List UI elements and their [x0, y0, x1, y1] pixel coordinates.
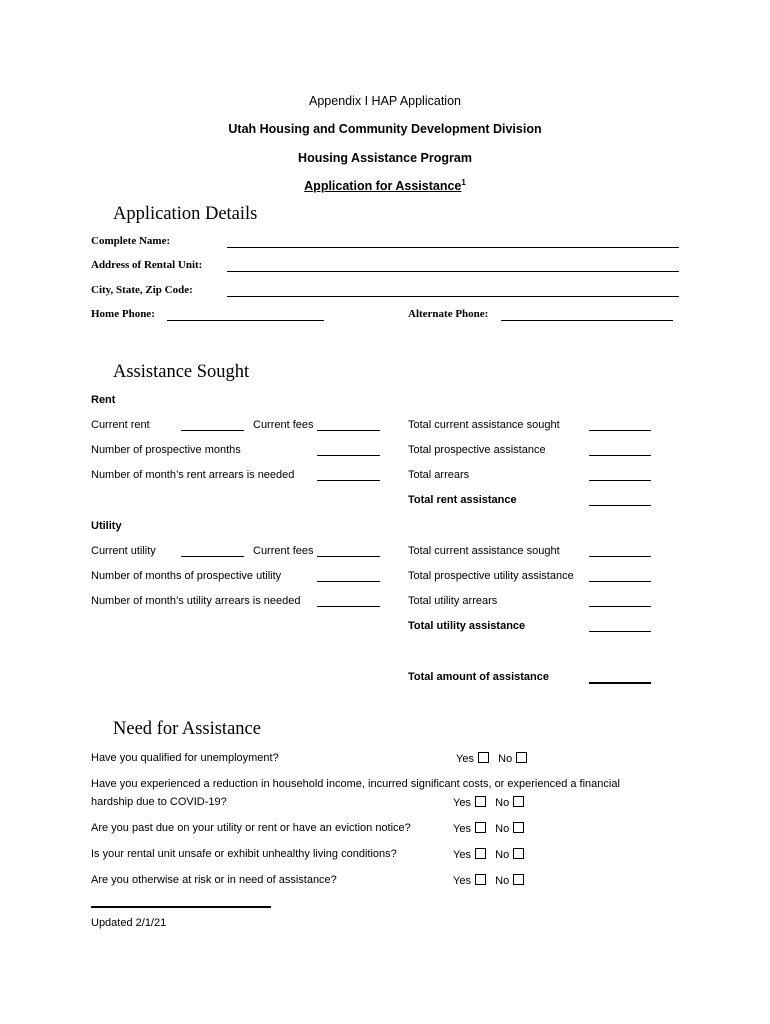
home-phone-label: Home Phone:	[91, 308, 155, 320]
rent-prospective-months-label: Number of prospective months	[91, 444, 241, 456]
rent-total-current-label: Total current assistance sought	[408, 419, 560, 431]
program-title: Housing Assistance Program	[298, 151, 472, 165]
details-heading: Application Details	[113, 204, 258, 224]
yes-label: Yes	[453, 797, 471, 809]
utility-total-arrears-label: Total utility arrears	[408, 595, 498, 607]
yes-no-at-risk	[453, 874, 524, 887]
utility-prospective-months-label: Number of months of prospective utility	[91, 570, 282, 582]
utility-arrears-months-label: Number of month’s utility arrears is needed	[91, 595, 301, 607]
rent-total-current-field[interactable]	[589, 430, 651, 431]
rent-total-prospective-field[interactable]	[589, 455, 651, 456]
no-label: No	[495, 849, 510, 861]
need-heading: Need for Assistance	[113, 719, 261, 739]
no-checkbox[interactable]	[513, 848, 524, 859]
alternate-phone-field[interactable]	[501, 320, 673, 321]
question-covid-line1: Have you experienced a reduction in household income, incurred significant costs, or experienced a financial	[91, 778, 620, 790]
question-at-risk: Are you otherwise at risk or in need of assistance?	[91, 874, 337, 886]
utility-total-prospective-label: Total prospective utility assistance	[408, 570, 574, 582]
utility-current-fees-label: Current fees	[253, 545, 314, 557]
no-checkbox[interactable]	[513, 822, 524, 833]
current-rent-label: Current rent	[91, 419, 150, 431]
rent-total-arrears-label: Total arrears	[408, 469, 470, 481]
utility-total-arrears-field[interactable]	[589, 606, 651, 607]
total-rent-label: Total rent assistance	[408, 494, 517, 506]
yes-checkbox[interactable]	[478, 752, 489, 763]
no-label: No	[495, 875, 510, 887]
complete-name-label: Complete Name:	[91, 235, 171, 247]
home-phone-field[interactable]	[167, 320, 324, 321]
current-rent-field[interactable]	[181, 430, 244, 431]
yes-label: Yes	[453, 823, 471, 835]
utility-total-current-label: Total current assistance sought	[408, 545, 560, 557]
total-amount-field[interactable]	[589, 682, 651, 684]
footnote-divider	[91, 906, 271, 908]
alternate-phone-label: Alternate Phone:	[408, 308, 489, 320]
rent-total-prospective-label: Total prospective assistance	[408, 444, 546, 456]
rent-prospective-months-field[interactable]	[317, 455, 380, 456]
question-unsafe: Is your rental unit unsafe or exhibit unhealthy living conditions?	[91, 848, 397, 860]
rent-current-fees-field[interactable]	[317, 430, 380, 431]
rent-label: Rent	[91, 394, 116, 406]
assistance-heading: Assistance Sought	[113, 362, 250, 382]
city-label: City, State, Zip Code:	[91, 284, 193, 296]
no-label: No	[498, 753, 513, 765]
total-rent-field[interactable]	[589, 505, 651, 506]
rent-current-fees-label: Current fees	[253, 419, 314, 431]
question-covid-line2: hardship due to COVID-19?	[91, 796, 227, 808]
utility-total-current-field[interactable]	[589, 556, 651, 557]
footnote-mark: 1	[461, 178, 466, 187]
yes-no-unsafe	[453, 848, 524, 861]
rent-arrears-months-label: Number of month’s rent arrears is needed	[91, 469, 295, 481]
complete-name-field[interactable]	[227, 247, 679, 248]
total-utility-field[interactable]	[589, 631, 651, 632]
no-checkbox[interactable]	[513, 874, 524, 885]
current-utility-field[interactable]	[181, 556, 244, 557]
city-field[interactable]	[227, 296, 679, 297]
yes-no-unemployment	[456, 752, 527, 765]
no-checkbox[interactable]	[516, 752, 527, 763]
current-utility-label: Current utility	[91, 545, 156, 557]
utility-arrears-months-field[interactable]	[317, 606, 380, 607]
yes-label: Yes	[456, 753, 474, 765]
utility-current-fees-field[interactable]	[317, 556, 380, 557]
yes-label: Yes	[453, 849, 471, 861]
question-past-due: Are you past due on your utility or rent or have an eviction notice?	[91, 822, 411, 834]
yes-checkbox[interactable]	[475, 848, 486, 859]
no-label: No	[495, 797, 510, 809]
yes-no-covid	[453, 796, 524, 809]
no-label: No	[495, 823, 510, 835]
updated-date: Updated 2/1/21	[91, 917, 167, 929]
application-title-text: Application for Assistance	[304, 179, 462, 194]
no-checkbox[interactable]	[513, 796, 524, 807]
rent-arrears-months-field[interactable]	[317, 480, 380, 481]
yes-checkbox[interactable]	[475, 822, 486, 833]
utility-prospective-months-field[interactable]	[317, 581, 380, 582]
utility-label: Utility	[91, 520, 122, 532]
org-title: Utah Housing and Community Development Division	[228, 122, 542, 136]
rent-total-arrears-field[interactable]	[589, 480, 651, 481]
utility-total-prospective-field[interactable]	[589, 581, 651, 582]
yes-no-past-due	[453, 822, 524, 835]
address-label: Address of Rental Unit:	[91, 259, 203, 271]
address-field[interactable]	[227, 271, 679, 272]
total-utility-label: Total utility assistance	[408, 620, 526, 632]
question-unemployment: Have you qualified for unemployment?	[91, 752, 279, 764]
yes-checkbox[interactable]	[475, 874, 486, 885]
yes-checkbox[interactable]	[475, 796, 486, 807]
yes-label: Yes	[453, 875, 471, 887]
total-amount-label: Total amount of assistance	[408, 671, 549, 683]
application-title	[0, 178, 770, 193]
appendix-title: Appendix I HAP Application	[309, 94, 461, 108]
